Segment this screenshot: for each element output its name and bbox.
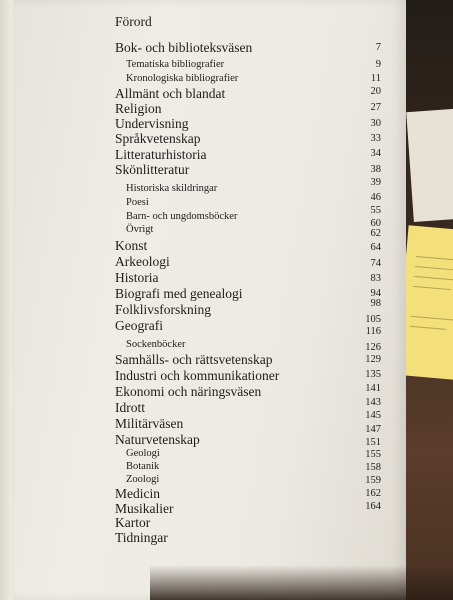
toc-page-number: 143	[365, 397, 381, 408]
toc-page-row	[0, 100, 453, 116]
toc-page-number: 159	[365, 475, 381, 486]
toc-page-row	[0, 352, 453, 368]
toc-page-number: 34	[370, 148, 381, 159]
toc-page-number: 94	[370, 288, 381, 299]
toc-page-row	[0, 271, 453, 287]
toc-entry-label: Naturvetenskap	[115, 432, 200, 447]
toc-entry-label: Medicin	[115, 486, 160, 501]
toc-page-number: 162	[365, 488, 381, 499]
toc-page-number: 145	[365, 410, 381, 421]
toc-entry-label: Folklivsforskning	[115, 302, 212, 317]
toc-page-row	[0, 116, 453, 132]
toc-page-number: 155	[365, 449, 381, 460]
toc-entry-label: Musikalier	[115, 501, 174, 516]
toc-page-number: 20	[370, 86, 381, 97]
toc-page-number: 129	[365, 354, 381, 365]
toc-entry-label: Språkvetenskap	[115, 131, 201, 146]
toc-page-number: 147	[365, 424, 381, 435]
toc-page-row	[0, 175, 453, 191]
toc-page-number: 60	[370, 218, 381, 229]
toc-entry-label: Poesi	[126, 197, 149, 208]
toc-page-row	[0, 131, 453, 147]
toc-entry	[0, 515, 453, 531]
toc-page-number: 158	[365, 462, 381, 473]
toc-page-number: 116	[365, 326, 381, 337]
toc-page-number: 62	[370, 228, 381, 239]
toc-entry	[0, 530, 453, 546]
toc-page-number: 38	[370, 164, 381, 175]
toc-page-number: 39	[370, 177, 381, 188]
toc-page-number: 9	[375, 59, 381, 70]
toc-entry-label: Bok- och biblioteksväsen	[115, 40, 253, 55]
toc-entry	[0, 14, 453, 30]
toc-page-number: 11	[370, 73, 381, 84]
toc-entry-label: Historia	[115, 270, 159, 285]
toc-entry-label: Idrott	[115, 400, 145, 415]
toc-page-number: 135	[365, 369, 381, 380]
toc-entry-label: Skönlitteratur	[115, 162, 190, 177]
toc-entry-label: Kronologiska bibliografier	[126, 73, 239, 84]
toc-entry-label: Historiska skildringar	[126, 183, 218, 194]
toc-entry-label: Religion	[115, 101, 162, 116]
toc-page-number: 98	[370, 298, 381, 309]
toc-entry-label: Biografi med genealogi	[115, 286, 243, 301]
toc-page-number: 164	[365, 501, 381, 512]
toc-page-number: 30	[370, 118, 381, 129]
toc-entry-label: Tematiska bibliografier	[126, 59, 225, 70]
toc-entry-label: Samhälls- och rättsvetenskap	[115, 352, 273, 367]
toc-entry-label: Militärväsen	[115, 416, 184, 431]
toc-page-number: 46	[370, 192, 381, 203]
toc-entry-label: Industri och kommunikationer	[115, 368, 280, 383]
toc-entry-label: Geologi	[126, 448, 160, 459]
toc-entry-label: Arkeologi	[115, 254, 170, 269]
toc-page-number: 7	[375, 42, 381, 53]
toc-page-number: 105	[365, 314, 381, 325]
toc-entry-label: Botanik	[126, 461, 160, 472]
toc-entry-label: Litteraturhistoria	[115, 147, 207, 162]
toc-page-row	[0, 146, 453, 162]
toc-page-number: 141	[365, 383, 381, 394]
toc-page-number: 64	[370, 242, 381, 253]
toc-entry-label: Konst	[115, 238, 148, 253]
toc-page-number: 74	[370, 258, 381, 269]
toc-page-number: 27	[370, 102, 381, 113]
toc-entry-label: Barn- och ungdomsböcker	[126, 211, 238, 222]
toc-page-row	[0, 324, 453, 340]
toc-page-number: 151	[365, 437, 381, 448]
toc-page-number: 33	[370, 133, 381, 144]
toc-page-row	[0, 84, 453, 100]
toc-page-number: 126	[365, 342, 381, 353]
toc-entry-label: Ekonomi och näringsväsen	[115, 384, 262, 399]
toc-entry-label: Zoologi	[126, 474, 160, 485]
toc-page-row	[0, 40, 453, 56]
toc-entry-label: Sockenböcker	[126, 339, 186, 350]
toc-page-number: 83	[370, 273, 381, 284]
toc-entry-label: Tidningar	[115, 530, 168, 545]
toc-page-row	[0, 499, 453, 515]
toc-entry-label: Allmänt och blandat	[115, 86, 226, 101]
toc-entry-label: Övrigt	[126, 224, 154, 235]
toc-entry-label: Undervisning	[115, 116, 189, 131]
toc-entry-label: Geografi	[115, 318, 163, 333]
toc-page-number: 55	[370, 205, 381, 216]
toc-entry-label: Förord	[115, 14, 152, 29]
toc-page-row	[0, 296, 453, 312]
toc-entry-label: Kartor	[115, 515, 151, 530]
